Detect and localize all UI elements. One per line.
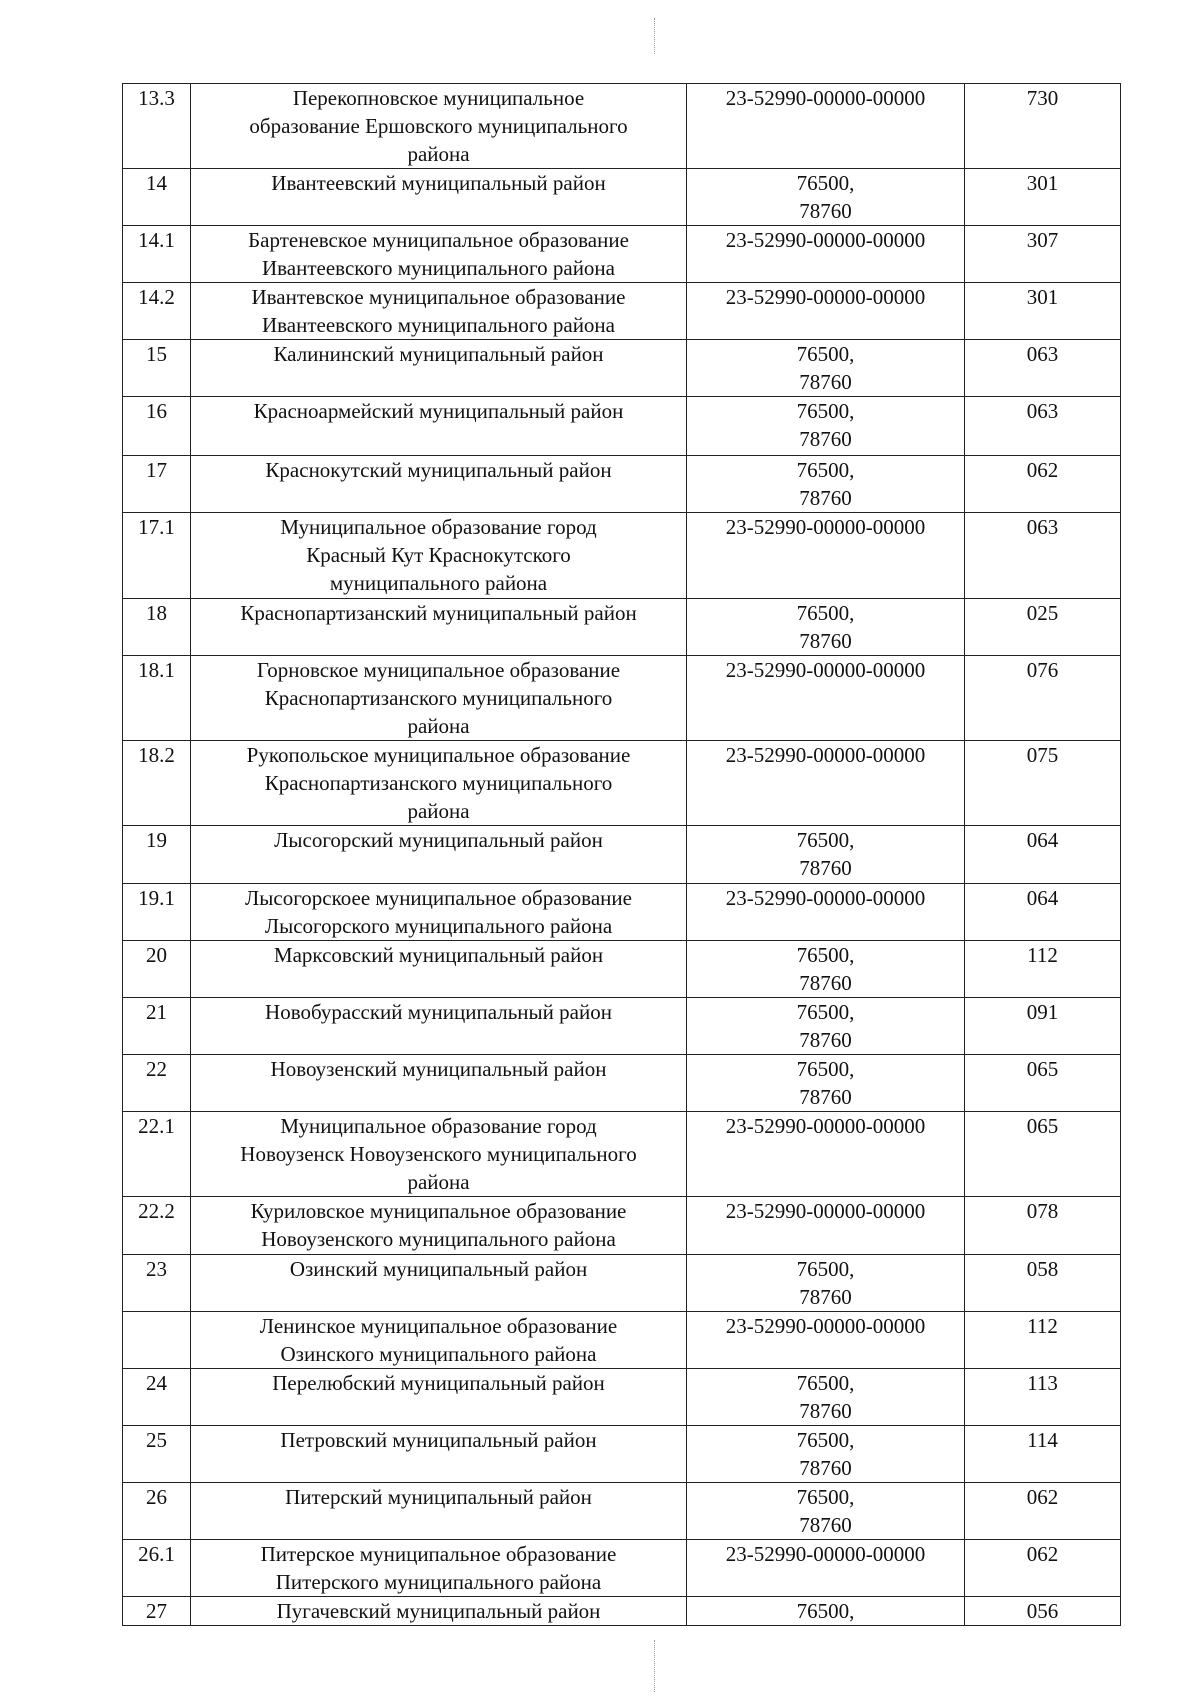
table-row [123,1540,1121,1597]
oktmo-code [687,599,965,656]
row-value: 062 [965,1540,1121,1597]
row-number: 24 [123,1369,191,1426]
oktmo-code [687,1426,965,1483]
municipality-name-line: Бартеневское муниципальное образование [248,228,629,252]
row-value: 091 [965,998,1121,1055]
municipality-name [191,513,687,599]
oktmo-code [687,656,965,741]
oktmo-code-line: 76500, [796,399,855,423]
row-value: 063 [965,397,1121,456]
oktmo-code-line: 23-52990-00000-00000 [725,658,926,682]
row-value: 025 [965,599,1121,656]
municipality-name [191,998,687,1055]
municipality-name [191,656,687,741]
municipality-name-line: Краснопартизанский муниципальный район [240,601,637,625]
table-row [123,169,1121,226]
municipality-name-line: Петровский муниципальный район [280,1428,597,1452]
binding-dots-top [654,18,657,54]
municipality-name-line: Ленинское муниципальное образование [259,1314,618,1338]
table-row [123,456,1121,513]
table-row [123,340,1121,397]
oktmo-code-line: 76500, [796,1000,855,1024]
oktmo-code [687,456,965,513]
table-row [123,1197,1121,1255]
municipality-name [191,226,687,283]
municipality-name-line: Питерское муниципальное образование [260,1542,617,1566]
oktmo-code-line: 76500, [796,458,855,482]
oktmo-code-line: 78760 [799,1513,852,1537]
table-row [123,998,1121,1055]
oktmo-code [687,1112,965,1197]
oktmo-code-line: 23-52990-00000-00000 [725,285,926,309]
row-value: 058 [965,1255,1121,1312]
row-number: 21 [123,998,191,1055]
oktmo-code-line: 23-52990-00000-00000 [725,886,926,910]
table-body [123,84,1121,1626]
oktmo-code-line: 78760 [799,1456,852,1480]
row-number: 17.1 [123,513,191,599]
municipality-name-line: Марксовский муниципальный район [273,943,604,967]
row-value: 078 [965,1197,1121,1255]
oktmo-code [687,169,965,226]
municipality-name [191,1055,687,1112]
municipality-name [191,340,687,397]
row-value: 112 [965,1312,1121,1369]
municipality-name-line: Муниципальное образование город [280,1114,597,1138]
oktmo-code [687,1369,965,1426]
row-number: 14.2 [123,283,191,340]
oktmo-code-line: 76500, [796,171,855,195]
table-row [123,1597,1121,1626]
municipality-name-line: Лысогорский муниципальный район [274,828,603,852]
municipality-name-line: Ивантеевского муниципального района [261,256,615,280]
oktmo-code [687,1540,965,1597]
row-number: 15 [123,340,191,397]
table-row [123,1483,1121,1540]
oktmo-code [687,1483,965,1540]
municipal-table [122,83,1121,1626]
row-value: 114 [965,1426,1121,1483]
table-row [123,599,1121,656]
municipality-name [191,1540,687,1597]
oktmo-code-line: 23-52990-00000-00000 [725,743,926,767]
row-number: 19 [123,826,191,884]
table-row [123,1312,1121,1369]
row-number: 22.2 [123,1197,191,1255]
oktmo-code [687,998,965,1055]
row-number: 26 [123,1483,191,1540]
municipality-name [191,1312,687,1369]
municipality-name-line: Горновское муниципальное образование [256,658,621,682]
row-number: 20 [123,941,191,998]
row-value: 064 [965,884,1121,941]
row-number: 22 [123,1055,191,1112]
municipality-name-line: Красноармейский муниципальный район [253,399,624,423]
municipality-name-line: района [407,1170,470,1194]
row-value: 064 [965,826,1121,884]
oktmo-code-line: 78760 [799,971,852,995]
oktmo-code [687,1055,965,1112]
municipality-name [191,169,687,226]
municipality-name-line: Перелюбский муниципальный район [272,1371,605,1395]
row-number: 18.1 [123,656,191,741]
row-number [123,1312,191,1369]
municipality-name-line: Краснопартизанского муниципального [264,686,613,710]
row-value: 307 [965,226,1121,283]
municipality-name-line: Муниципальное образование город [280,515,597,539]
municipality-name [191,456,687,513]
row-number: 14 [123,169,191,226]
municipality-name-line: Куриловское муниципальное образование [250,1199,627,1223]
table-row [123,656,1121,741]
oktmo-code-line: 78760 [799,1028,852,1052]
oktmo-code-line: 78760 [799,1285,852,1309]
municipality-name-line: Ивантеевский муниципальный район [271,171,606,195]
oktmo-code [687,397,965,456]
municipality-name-line: Рукопольское муниципальное образование [246,743,631,767]
oktmo-code-line: 23-52990-00000-00000 [725,515,926,539]
row-number: 18 [123,599,191,656]
municipality-name-line: Краснокутский муниципальный район [265,458,612,482]
row-number: 23 [123,1255,191,1312]
row-number: 14.1 [123,226,191,283]
table-row [123,1255,1121,1312]
municipality-name [191,1483,687,1540]
row-value: 065 [965,1055,1121,1112]
oktmo-code [687,741,965,826]
oktmo-code [687,1597,965,1626]
row-value: 075 [965,741,1121,826]
municipality-name-line: Озинский муниципальный район [289,1257,588,1281]
oktmo-code-line: 78760 [799,427,852,451]
municipality-name-line: Новоузенского муниципального района [261,1227,616,1251]
oktmo-code-line: 78760 [799,856,852,880]
oktmo-code [687,884,965,941]
table-row [123,513,1121,599]
oktmo-code-line: 76500, [796,1257,855,1281]
oktmo-code-line: 76500, [796,601,855,625]
row-value: 062 [965,456,1121,513]
municipality-name [191,941,687,998]
municipality-name [191,741,687,826]
row-value: 301 [965,283,1121,340]
row-number: 19.1 [123,884,191,941]
oktmo-code-line: 78760 [799,1399,852,1423]
municipality-name [191,283,687,340]
table-row [123,826,1121,884]
oktmo-code-line: 78760 [799,629,852,653]
oktmo-code-line: 76500, [796,1485,855,1509]
row-number: 16 [123,397,191,456]
oktmo-code [687,340,965,397]
row-value: 062 [965,1483,1121,1540]
row-value: 076 [965,656,1121,741]
oktmo-code-line: 23-52990-00000-00000 [725,228,926,252]
oktmo-code [687,1197,965,1255]
table-row [123,884,1121,941]
municipality-name-line: Ивантевское муниципальное образование [251,285,626,309]
municipality-name-line: района [407,714,470,738]
municipality-name [191,84,687,169]
municipality-name-line: района [407,142,470,166]
row-value: 301 [965,169,1121,226]
row-number: 18.2 [123,741,191,826]
oktmo-code-line: 23-52990-00000-00000 [725,1542,926,1566]
municipality-name-line: Перекопновское муниципальное [292,86,585,110]
row-number: 13.3 [123,84,191,169]
table-row [123,283,1121,340]
oktmo-code [687,1255,965,1312]
binding-dots-bottom [654,1640,657,1692]
municipality-name-line: Новоузенск Новоузенского муниципального [240,1142,637,1166]
table-row [123,941,1121,998]
municipality-name-line: Новобурасский муниципальный район [265,1000,612,1024]
row-number: 22.1 [123,1112,191,1197]
oktmo-code-line: 23-52990-00000-00000 [725,86,926,110]
municipality-name [191,884,687,941]
oktmo-code-line: 78760 [799,370,852,394]
row-value: 112 [965,941,1121,998]
table-row [123,1369,1121,1426]
oktmo-code-line: 76500, [796,1599,855,1623]
municipality-name [191,1597,687,1626]
row-value: 730 [965,84,1121,169]
municipality-name-line: Лысогорскоее муниципальное образование [245,886,632,910]
oktmo-code [687,941,965,998]
oktmo-code [687,513,965,599]
municipality-name [191,1369,687,1426]
oktmo-code [687,826,965,884]
row-number: 27 [123,1597,191,1626]
table-row [123,84,1121,169]
municipality-name [191,1197,687,1255]
oktmo-code-line: 78760 [799,199,852,223]
municipality-name [191,1112,687,1197]
municipality-name-line: образование Ершовского муниципального [249,114,628,138]
municipality-name-line: Лысогорского муниципального района [264,914,613,938]
oktmo-code [687,226,965,283]
municipality-name [191,1255,687,1312]
municipality-name [191,599,687,656]
municipality-name-line: Питерский муниципальный район [285,1485,592,1509]
municipality-name [191,397,687,456]
oktmo-code-line: 76500, [796,1371,855,1395]
row-value: 056 [965,1597,1121,1626]
table-row [123,741,1121,826]
municipality-name-line: Краснопартизанского муниципального [264,771,613,795]
oktmo-code-line: 23-52990-00000-00000 [725,1314,926,1338]
oktmo-code-line: 76500, [796,342,855,366]
oktmo-code-line: 23-52990-00000-00000 [725,1199,926,1223]
table-row [123,226,1121,283]
oktmo-code-line: 78760 [799,486,852,510]
row-number: 25 [123,1426,191,1483]
oktmo-code-line: 23-52990-00000-00000 [725,1114,926,1138]
table-row [123,1426,1121,1483]
municipality-name [191,1426,687,1483]
row-value: 063 [965,340,1121,397]
municipality-name-line: района [407,799,470,823]
municipality-name-line: Ивантеевского муниципального района [261,313,615,337]
oktmo-code [687,84,965,169]
table-row [123,397,1121,456]
municipality-name-line: муниципального района [329,571,548,595]
row-number: 17 [123,456,191,513]
row-value: 063 [965,513,1121,599]
municipality-name-line: Питерского муниципального района [275,1570,602,1594]
oktmo-code-line: 76500, [796,1057,855,1081]
municipality-name-line: Красный Кут Краснокутского [306,543,571,567]
municipality-name-line: Озинского муниципального района [280,1342,597,1366]
oktmo-code-line: 76500, [796,943,855,967]
table-row [123,1112,1121,1197]
row-number: 26.1 [123,1540,191,1597]
row-value: 065 [965,1112,1121,1197]
oktmo-code-line: 76500, [796,828,855,852]
municipality-name [191,826,687,884]
oktmo-code [687,283,965,340]
oktmo-code-line: 78760 [799,1085,852,1109]
oktmo-code-line: 76500, [796,1428,855,1452]
municipality-name-line: Пугачевский муниципальный район [276,1599,601,1623]
municipality-name-line: Калининский муниципальный район [273,342,604,366]
oktmo-code [687,1312,965,1369]
municipality-name-line: Новоузенский муниципальный район [270,1057,607,1081]
table-row [123,1055,1121,1112]
row-value: 113 [965,1369,1121,1426]
